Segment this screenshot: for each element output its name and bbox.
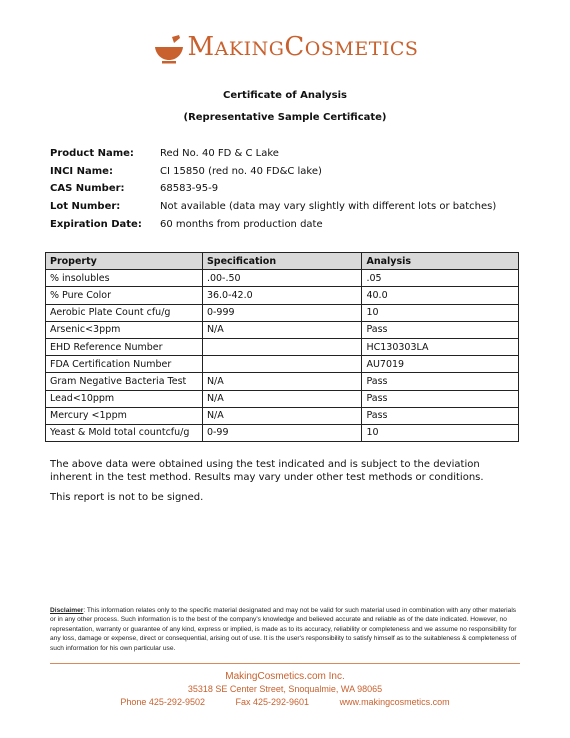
table-row [46, 270, 519, 287]
footer-phone: Phone 425-292-9502 [120, 697, 205, 707]
cell-property: Mercury <1ppm [46, 407, 203, 424]
cell-analysis: HC130303LA [362, 338, 519, 355]
cell-specification: .00-.50 [202, 270, 362, 287]
cell-analysis: Pass [362, 321, 519, 338]
cell-property: FDA Certification Number [46, 356, 203, 373]
disclaimer [50, 606, 520, 653]
cell-analysis: 10 [362, 304, 519, 321]
cell-specification [202, 338, 362, 355]
info-value: 68583-95-9 [160, 183, 219, 195]
disclaimer-text: : This information relates only to the specific material designated and may not be valid for such material used in combination with any other materials or in any other process. Such information is to the best of the company's knowledge and believed accurate and reliable as of the date indicated. However, no representation, warranty or guarantee of any kind, express or implied, is made as to its accuracy, reliability or completeness and we assume no responsibility for any loss, damage or expense, direct or consequential, arising out of use. It is the user's responsibility to satisfy himself as to the suitableness & completeness of such information for his own particular use. [50, 607, 517, 652]
cell-analysis: Pass [362, 390, 519, 407]
company-logo [0, 32, 570, 68]
footer-website-link[interactable]: www.makingcosmetics.com [339, 697, 450, 707]
mortar-pestle-icon [152, 34, 186, 64]
info-label: Lot Number: [50, 201, 121, 213]
table-row [46, 321, 519, 338]
cell-property: Lead<10ppm [46, 390, 203, 407]
signature-note: This report is not to be signed. [50, 492, 204, 503]
header-specification: Specification [202, 253, 362, 270]
cell-specification: N/A [202, 373, 362, 390]
info-row-lot-number [50, 198, 496, 216]
cell-specification: N/A [202, 390, 362, 407]
table-row [46, 373, 519, 390]
header-analysis: Analysis [362, 253, 519, 270]
footer-divider [50, 663, 520, 664]
info-label: INCI Name: [50, 165, 113, 177]
cell-analysis: .05 [362, 270, 519, 287]
logo-wordmark: MAKINGCOSMETICS [187, 32, 419, 62]
table-row [46, 407, 519, 424]
disclaimer-heading: Disclaimer [50, 607, 84, 614]
cell-property: % Pure Color [46, 287, 203, 304]
info-row-product-name [50, 145, 496, 163]
cell-property: % insolubles [46, 270, 203, 287]
cell-property: Yeast & Mold total countcfu/g [46, 424, 203, 441]
cell-specification: 0-99 [202, 424, 362, 441]
cell-analysis: Pass [362, 407, 519, 424]
table-row [46, 356, 519, 373]
info-row-inci-name [50, 163, 496, 181]
info-value: 60 months from production date [160, 218, 323, 230]
analysis-table [45, 252, 519, 442]
footer-fax: Fax 425-292-9601 [235, 697, 310, 707]
cell-property: Aerobic Plate Count cfu/g [46, 304, 203, 321]
data-note: The above data were obtained using the test indicated and is subject to the deviation inherent in the test method. Results may vary under other test methods or conditions. [50, 459, 484, 483]
table-header-row [46, 253, 519, 270]
cell-analysis: AU7019 [362, 356, 519, 373]
footer-company: MakingCosmetics.com Inc. [225, 671, 345, 682]
cell-property: Arsenic<3ppm [46, 321, 203, 338]
info-label: Expiration Date: [50, 218, 142, 230]
info-row-cas-number [50, 180, 496, 198]
cell-specification [202, 356, 362, 373]
info-value: CI 15850 (red no. 40 FD&C lake) [160, 165, 322, 177]
cell-analysis: 40.0 [362, 287, 519, 304]
document-subtitle: (Representative Sample Certificate) [183, 112, 387, 123]
info-value: Not available (data may vary slightly with different lots or batches) [160, 201, 497, 213]
info-value: Red No. 40 FD & C Lake [160, 148, 279, 160]
info-label: Product Name: [50, 148, 134, 160]
cell-property: EHD Reference Number [46, 338, 203, 355]
document-title: Certificate of Analysis [223, 90, 347, 101]
table-row [46, 390, 519, 407]
table-row [46, 338, 519, 355]
cell-specification: N/A [202, 321, 362, 338]
table-row [46, 287, 519, 304]
cell-property: Gram Negative Bacteria Test [46, 373, 203, 390]
cell-specification: 36.0-42.0 [202, 287, 362, 304]
info-row-expiration-date [50, 215, 496, 233]
info-label: CAS Number: [50, 183, 125, 195]
cell-specification: N/A [202, 407, 362, 424]
table-row [46, 304, 519, 321]
footer-contact [0, 697, 570, 707]
product-info [50, 145, 496, 233]
cell-specification: 0-999 [202, 304, 362, 321]
header-property: Property [46, 253, 203, 270]
cell-analysis: 10 [362, 424, 519, 441]
cell-analysis: Pass [362, 373, 519, 390]
footer-address: 35318 SE Center Street, Snoqualmie, WA 98065 [187, 684, 383, 694]
table-row [46, 424, 519, 441]
